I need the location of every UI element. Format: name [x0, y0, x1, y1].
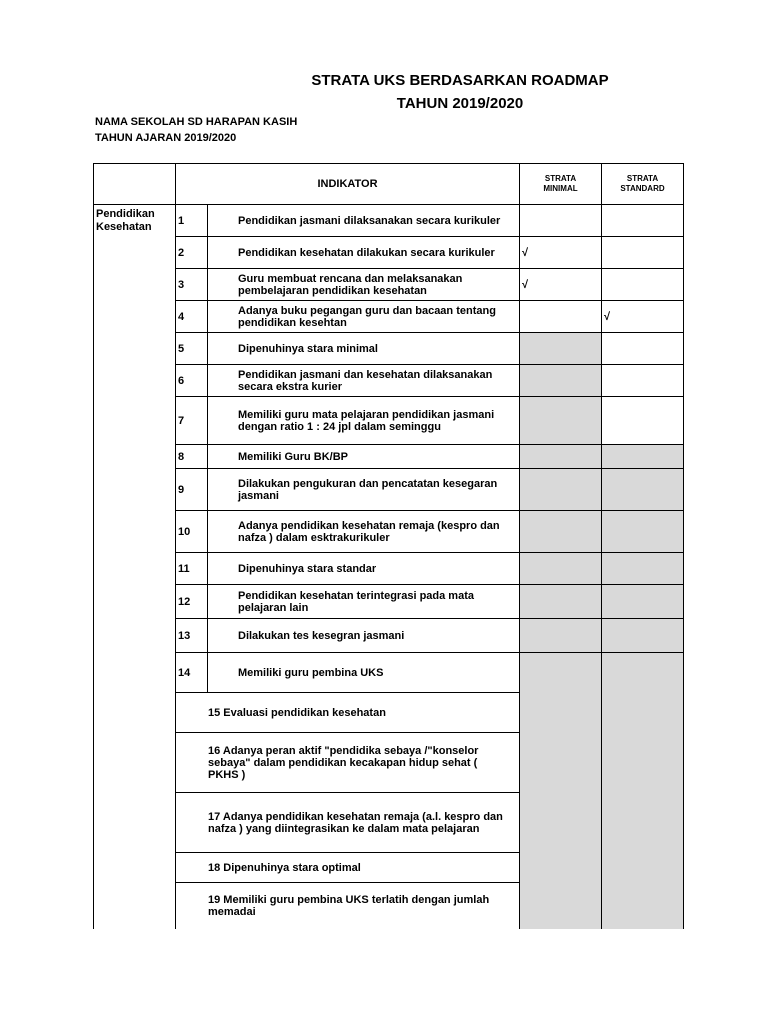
row-standard	[602, 445, 684, 469]
table-row	[94, 397, 684, 445]
row-number: 13	[176, 619, 208, 653]
row-standard	[602, 619, 684, 653]
row-indicator: Memiliki guru pembina UKS	[208, 653, 520, 693]
row-standard	[602, 511, 684, 553]
table-row	[94, 653, 684, 693]
row-indicator-wide: 16 Adanya peran aktif "pendidika sebaya /"konselor sebaya" dalam pendidikan kecakapan hidup sehat ( PKHS )	[176, 733, 520, 793]
row-minimal	[520, 333, 602, 365]
table-row	[94, 585, 684, 619]
row-standard	[602, 553, 684, 585]
row-minimal	[520, 511, 602, 553]
row-indicator-wide: 17 Adanya pendidikan kesehatan remaja (a.l. kespro dan nafza ) yang diintegrasikan ke dalam mata pelajaran	[176, 793, 520, 853]
row-number: 2	[176, 237, 208, 269]
row-standard	[602, 333, 684, 365]
row-minimal	[520, 585, 602, 619]
table-row	[94, 269, 684, 301]
row-number: 1	[176, 205, 208, 237]
table-row	[94, 445, 684, 469]
row-indicator: Adanya buku pegangan guru dan bacaan tentang pendidikan kesehtan	[208, 301, 520, 333]
row-indicator: Pendidikan kesehatan dilakukan secara kurikuler	[208, 237, 520, 269]
row-indicator-wide: 15 Evaluasi pendidikan kesehatan	[176, 693, 520, 733]
table-row	[94, 205, 684, 237]
strata-table	[93, 163, 684, 929]
row-number: 14	[176, 653, 208, 693]
document-title-line2: TAHUN 2019/2020	[396, 95, 524, 112]
row-number: 4	[176, 301, 208, 333]
row-standard	[602, 397, 684, 445]
row-number: 10	[176, 511, 208, 553]
header-strata-standard	[602, 164, 684, 205]
row-number: 5	[176, 333, 208, 365]
header-standard-line2: STANDARD	[620, 184, 665, 193]
row-number: 9	[176, 469, 208, 511]
row-indicator: Memiliki guru mata pelajaran pendidikan jasmani dengan ratio 1 : 24 jpl dalam seminggu	[208, 397, 520, 445]
row-indicator: Adanya pendidikan kesehatan remaja (kespro dan nafza ) dalam esktrakurikuler	[208, 511, 520, 553]
row-indicator: Dilakukan tes kesegran jasmani	[208, 619, 520, 653]
row-standard	[602, 469, 684, 511]
row-indicator: Dilakukan pengukuran dan pencatatan kesegaran jasmani	[208, 469, 520, 511]
header-indicator: INDIKATOR	[176, 164, 520, 205]
table-row	[94, 511, 684, 553]
row-number: 12	[176, 585, 208, 619]
row-minimal	[520, 553, 602, 585]
row-standard	[602, 585, 684, 619]
row-standard	[602, 237, 684, 269]
row-minimal	[520, 397, 602, 445]
row-indicator: Guru membuat rencana dan melaksanakan pembelajaran pendidikan kesehatan	[208, 269, 520, 301]
row-standard: √	[602, 301, 684, 333]
row-minimal	[520, 445, 602, 469]
row-indicator-wide: 19 Memiliki guru pembina UKS terlatih dengan jumlah memadai	[176, 883, 520, 929]
school-name: NAMA SEKOLAH SD HARAPAN KASIH	[95, 116, 298, 128]
row-number: 7	[176, 397, 208, 445]
row-minimal: √	[520, 269, 602, 301]
row-indicator: Pendidikan jasmani dan kesehatan dilaksanakan secara ekstra kurier	[208, 365, 520, 397]
row-indicator: Pendidikan jasmani dilaksanakan secara kurikuler	[208, 205, 520, 237]
document-title-line1: STRATA UKS BERDASARKAN ROADMAP	[311, 72, 609, 89]
row-indicator: Pendidikan kesehatan terintegrasi pada mata pelajaran lain	[208, 585, 520, 619]
row-standard	[602, 269, 684, 301]
row-standard	[602, 205, 684, 237]
row-minimal	[520, 365, 602, 397]
merged-minimal-cell	[520, 653, 602, 929]
header-standard-line1: STRATA	[626, 174, 659, 183]
table-row	[94, 619, 684, 653]
row-minimal	[520, 469, 602, 511]
table-row	[94, 365, 684, 397]
header-minimal-line2: MINIMAL	[543, 184, 578, 193]
header-strata-minimal	[520, 164, 602, 205]
category-cell: Pendidikan Kesehatan	[94, 205, 176, 929]
header-minimal-line1: STRATA	[544, 174, 577, 183]
row-minimal	[520, 619, 602, 653]
row-number: 6	[176, 365, 208, 397]
row-number: 8	[176, 445, 208, 469]
row-indicator-wide: 18 Dipenuhinya stara optimal	[176, 853, 520, 883]
table-header-row	[94, 164, 684, 205]
row-indicator: Memiliki Guru BK/BP	[208, 445, 520, 469]
table-row	[94, 553, 684, 585]
row-number: 11	[176, 553, 208, 585]
table-row	[94, 301, 684, 333]
row-minimal	[520, 205, 602, 237]
row-indicator: Dipenuhinya stara standar	[208, 553, 520, 585]
table-row	[94, 333, 684, 365]
row-minimal	[520, 301, 602, 333]
table-row	[94, 469, 684, 511]
row-minimal: √	[520, 237, 602, 269]
row-indicator: Dipenuhinya stara minimal	[208, 333, 520, 365]
row-standard	[602, 365, 684, 397]
table-row	[94, 237, 684, 269]
row-number: 3	[176, 269, 208, 301]
header-category	[94, 164, 176, 205]
merged-standard-cell	[602, 653, 684, 929]
school-year: TAHUN AJARAN 2019/2020	[95, 132, 237, 144]
